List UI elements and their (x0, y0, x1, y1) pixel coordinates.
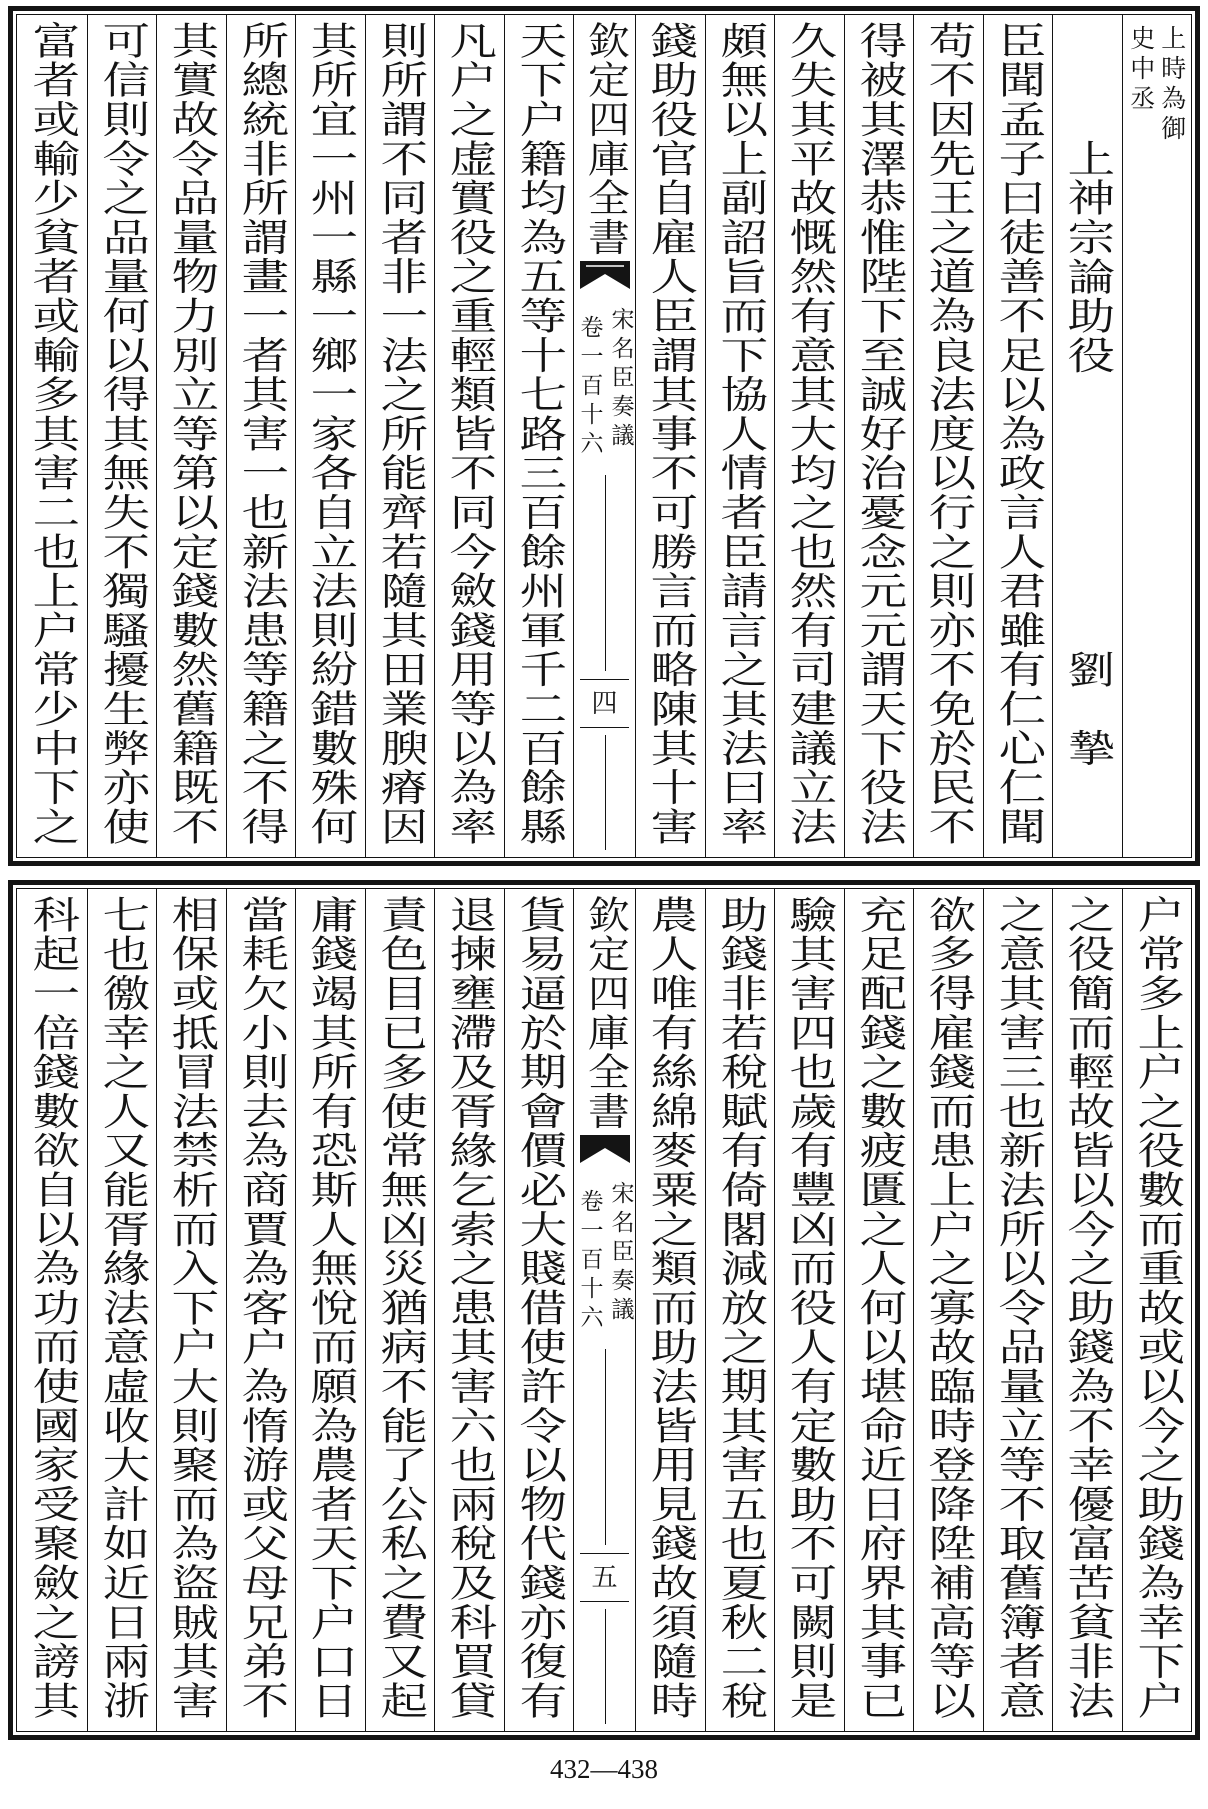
column-text: 其所宜一州一縣一鄉一家各自立法則紛錯數殊何 (302, 21, 358, 847)
page-grid (16, 14, 1192, 858)
text-column (434, 889, 504, 1731)
side-note-line: 上時為御 (1157, 25, 1187, 145)
column-text: 七也徼幸之人又能胥緣法意虛收大計如近日兩浙 (94, 895, 150, 1721)
leaf-number: 五 (591, 1563, 618, 1593)
column-text: 凡户之虚實役之重輕類皆不同今斂錢用等以為率 (441, 21, 497, 847)
text-column (983, 889, 1053, 1731)
text-column (844, 15, 914, 857)
fishtail-ornament (580, 261, 630, 291)
column-text: 充足配錢之數疲匱之人何以堪命近日府界其事已 (851, 895, 907, 1721)
column-text: 退揀壅滯及胥緣乞索之患其害六也兩稅及科買貸 (441, 895, 497, 1721)
fold-line (605, 1349, 606, 1545)
text-column (635, 889, 705, 1731)
text-column (635, 15, 705, 857)
column-text: 農人唯有絲綿麥粟之類而助法皆用見錢故須隨時 (642, 895, 698, 1721)
heading-column (1052, 15, 1122, 857)
column-text: 則所謂不同者非一法之所能齊若隨其田業腴瘠因 (372, 21, 428, 847)
column-text: 欲多得雇錢而患上户之寡故臨時登降陞補高等以 (920, 895, 976, 1721)
column-text: 可信則令之品量何以得其無失不獨騷擾生弊亦使 (94, 21, 150, 847)
column-text: 當耗欠小則去為商賈為客户為惰游或父母兄弟不 (233, 895, 289, 1721)
column-text: 相保或抵冒法禁析而入下户大則聚而為盜賊其害 (163, 895, 219, 1721)
text-column (365, 889, 435, 1731)
text-column (434, 15, 504, 857)
work-and-volume (574, 1181, 635, 1334)
text-column (774, 15, 844, 857)
text-column (365, 15, 435, 857)
text-column (226, 889, 296, 1731)
memorial-title: 上神宗論助役 (1059, 139, 1115, 375)
text-column (504, 15, 574, 857)
column-text: 富者或輸少貧者或輸多其害二也上户常少中下之 (24, 21, 80, 847)
column-text: 頗無以上副詔旨而下協人情者臣請言之其法曰率 (712, 21, 768, 847)
fold-line (605, 1609, 606, 1724)
center-fold-column (573, 15, 635, 857)
text-column (17, 889, 87, 1731)
page-leaf-5 (8, 880, 1200, 1740)
column-text: 責色目已多使常無凶災猶病不能了公私之費又起 (372, 895, 428, 1721)
text-column (17, 15, 87, 857)
column-text: 所總統非所謂畫一者其害一也新法患等籍之不得 (233, 21, 289, 847)
text-column (87, 15, 157, 857)
column-text: 科起一倍錢數欲自以為功而使國家受聚斂之謗其 (24, 895, 80, 1721)
center-fold-column (573, 889, 635, 1731)
text-column (226, 15, 296, 857)
text-column (913, 889, 983, 1731)
column-text: 助錢非若稅賦有倚閣減放之期其害五也夏秋二稅 (712, 895, 768, 1721)
text-column (156, 889, 226, 1731)
side-note (1126, 15, 1187, 145)
work-title: 宋名臣奏議 (607, 1181, 634, 1326)
fold-line (605, 475, 606, 671)
leaf-rule-bottom (580, 727, 629, 728)
fold-line (605, 735, 606, 850)
work-title: 宋名臣奏議 (607, 307, 634, 452)
text-column (1052, 889, 1122, 1731)
text-column (295, 15, 365, 857)
text-column (913, 15, 983, 857)
text-column (156, 15, 226, 857)
page-leaf-4 (8, 6, 1200, 866)
page-grid (16, 888, 1192, 1732)
text-column (504, 889, 574, 1731)
fishtail-ornament (580, 1135, 630, 1165)
text-column (774, 889, 844, 1731)
text-column (705, 15, 775, 857)
text-column (1122, 889, 1192, 1731)
text-column (983, 15, 1053, 857)
author-name: 劉 摯 (1059, 650, 1115, 768)
column-text: 得被其澤恭惟陛下至誠好治憂念元元謂天下役法 (851, 21, 907, 847)
column-text: 臣聞孟子曰徒善不足以為政言人君雖有仁心仁聞 (990, 21, 1046, 847)
side-note-column (1122, 15, 1192, 857)
column-text: 之役簡而輕故皆以今之助錢為不幸優富苦貧非法 (1059, 895, 1115, 1721)
text-column (87, 889, 157, 1731)
book-title: 欽定四庫全書 (580, 21, 629, 257)
column-text: 錢助役官自雇人臣謂其事不可勝言而略陳其十害 (642, 21, 698, 847)
leaf-rule-top (580, 1553, 629, 1554)
column-text: 庸錢竭其所有恐斯人無悅而願為農者天下户口日 (302, 895, 358, 1721)
reprint-page-code: 432—438 (550, 1754, 658, 1784)
volume-number: 卷一百十六 (576, 315, 603, 460)
column-text: 貨易逼於期會價必大賤借使許令以物代錢亦復有 (511, 895, 567, 1721)
column-text: 驗其害四也歲有豐凶而役人有定數助不可闕則是 (781, 895, 837, 1721)
text-column (844, 889, 914, 1731)
side-note-line: 史中丞 (1126, 25, 1156, 115)
leaf-rule-bottom (580, 1601, 629, 1602)
text-column (705, 889, 775, 1731)
column-text: 之意其害三也新法所以令品量立等不取舊簿者意 (990, 895, 1046, 1721)
column-text: 久失其平故慨然有意其大均之也然有司建議立法 (781, 21, 837, 847)
work-and-volume (574, 307, 635, 460)
text-column (295, 889, 365, 1731)
column-text: 其實故令品量物力別立等第以定錢數然舊籍既不 (163, 21, 219, 847)
column-text: 苟不因先王之道為良法度以行之則亦不免於民不 (920, 21, 976, 847)
leaf-rule-top (580, 679, 629, 680)
column-text: 户常多上户之役數而重故或以今之助錢為幸下户 (1129, 895, 1185, 1721)
book-title: 欽定四庫全書 (580, 895, 629, 1131)
leaf-number: 四 (591, 689, 618, 719)
volume-number: 卷一百十六 (576, 1189, 603, 1334)
column-text: 天下户籍均為五等十七路三百餘州軍千二百餘縣 (511, 21, 567, 847)
